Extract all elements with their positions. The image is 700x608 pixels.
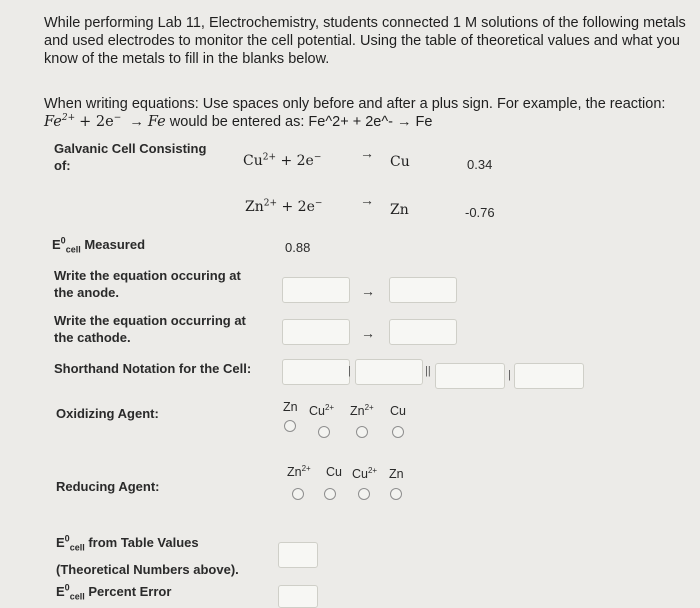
example-entry-text: would be entered as: Fe^2+ + 2e^- → Fe <box>169 114 433 130</box>
galvanic-label-line2: of: <box>54 158 71 173</box>
reducing-label: Reducing Agent: <box>56 479 160 494</box>
ecell-sub: cell <box>65 244 81 255</box>
reducing-radio-4[interactable] <box>390 488 402 500</box>
red-opt1-charge: 2+ <box>301 463 311 473</box>
example-arrow: → <box>129 114 144 130</box>
instructions-example <box>44 113 694 131</box>
example-electron-charge: − <box>113 113 122 124</box>
reducing-option-label <box>389 467 404 481</box>
zn-product: Zn <box>390 202 409 218</box>
ecell-table-label <box>56 534 239 578</box>
half-reaction-zn <box>245 199 322 215</box>
shorthand-label: Shorthand Notation for the Cell: <box>54 361 252 376</box>
oxidizing-option-label <box>283 400 298 414</box>
percent-error-sup: 0 <box>64 582 70 593</box>
cu-potential: 0.34 <box>467 157 493 172</box>
example-fe-product: Fe <box>147 114 166 130</box>
cu-product: Cu <box>390 154 410 170</box>
galvanic-label <box>54 140 206 174</box>
oxidizing-radio-2[interactable] <box>318 426 330 438</box>
anode-arrow: → <box>361 283 375 299</box>
ecell-table-text: from Table Values <box>88 535 199 550</box>
example-fe: Fe <box>44 114 62 130</box>
red-opt2-base: Cu <box>326 465 342 479</box>
ox-opt2-base: Cu <box>309 404 325 418</box>
ecell-table-e: E <box>56 535 65 550</box>
percent-error-label <box>56 583 171 606</box>
ecell-table-line1 <box>56 534 239 557</box>
ecell-table-sup: 0 <box>64 533 70 544</box>
galvanic-label-line1: Galvanic Cell Consisting <box>54 141 207 156</box>
shorthand-cathode-ion-input[interactable] <box>435 363 505 389</box>
ecell-measured-value: 0.88 <box>285 240 311 255</box>
oxidizing-radio-4[interactable] <box>392 426 404 438</box>
reducing-radio-3[interactable] <box>358 488 370 500</box>
ox-opt2-charge: 2+ <box>324 402 335 412</box>
ecell-measured-label <box>52 236 145 259</box>
zn-arrow: → <box>360 192 374 208</box>
shorthand-sep-1: | <box>348 365 351 377</box>
red-opt3-base: Cu <box>352 467 368 481</box>
cu-plus-electrons: + 2e <box>280 153 314 169</box>
ox-opt3-base: Zn <box>350 404 365 418</box>
cu-electron-charge: − <box>313 152 322 163</box>
cathode-label-line1: Write the equation occurring at <box>54 313 246 328</box>
oxidizing-option-label <box>309 404 334 418</box>
ox-opt3-charge: 2+ <box>364 402 374 412</box>
reducing-option-label <box>326 465 342 479</box>
cathode-arrow: → <box>361 325 375 341</box>
shorthand-cathode-input[interactable] <box>514 363 584 389</box>
shorthand-sep-2: || <box>425 365 431 377</box>
instructions-line1: When writing equations: Use spaces only before and after a plus sign. For example, the reaction: <box>44 96 666 112</box>
zn-electron-charge: − <box>314 198 323 209</box>
cu-ion: Cu <box>243 153 263 169</box>
ecell-table-line2: (Theoretical Numbers above). <box>56 561 239 577</box>
zn-ion: Zn <box>245 199 264 215</box>
anode-product-input[interactable] <box>389 277 457 303</box>
red-opt1-base: Zn <box>287 465 302 479</box>
oxidizing-label: Oxidizing Agent: <box>56 406 159 421</box>
cathode-label-line2: the cathode. <box>54 330 131 345</box>
percent-error-e: E <box>56 584 65 599</box>
shorthand-anode-input[interactable] <box>282 359 350 385</box>
oxidizing-option-label <box>390 404 406 418</box>
anode-label <box>54 267 241 301</box>
percent-error-input[interactable] <box>278 585 318 608</box>
ecell-table-input[interactable] <box>278 542 318 568</box>
percent-error-text: Percent Error <box>88 584 172 599</box>
oxidizing-radio-3[interactable] <box>356 426 368 438</box>
cathode-label <box>54 312 246 346</box>
cu-ion-charge: 2+ <box>262 152 277 163</box>
ecell-measured-text: Measured <box>84 237 146 252</box>
half-reaction-cu <box>243 153 321 169</box>
cu-arrow: → <box>360 145 374 161</box>
reducing-option-label <box>352 467 377 481</box>
reducing-option-label <box>287 465 311 479</box>
reducing-radio-1[interactable] <box>292 488 304 500</box>
example-fe-charge: 2+ <box>61 113 76 124</box>
red-opt4-base: Zn <box>389 467 404 481</box>
oxidizing-radio-1[interactable] <box>284 420 296 432</box>
ecell-table-sub: cell <box>69 542 85 553</box>
ox-opt1-base: Zn <box>283 400 298 414</box>
zn-ion-charge: 2+ <box>263 198 278 209</box>
oxidizing-option-label <box>350 404 374 418</box>
reducing-radio-2[interactable] <box>324 488 336 500</box>
anode-label-line1: Write the equation occuring at <box>54 268 241 283</box>
ecell-e: E <box>52 237 61 252</box>
anode-label-line2: the anode. <box>54 285 120 300</box>
anode-reactant-input[interactable] <box>282 277 350 303</box>
zn-potential: -0.76 <box>465 205 495 220</box>
red-opt3-charge: 2+ <box>367 465 378 475</box>
instructions <box>44 95 694 131</box>
intro-paragraph: While performing Lab 11, Electrochemistry, students connected 1 M solutions of the following metals and used electrodes to monitor the cell potential. Using the table of theoretical values and what you know of the metals to fill in the blanks below. <box>44 15 686 67</box>
example-plus-electrons: + 2e <box>79 114 114 130</box>
shorthand-anode-ion-input[interactable] <box>355 359 423 385</box>
zn-plus-electrons: + 2e <box>281 199 315 215</box>
percent-error-sub: cell <box>69 591 85 602</box>
cathode-reactant-input[interactable] <box>282 319 350 345</box>
cathode-product-input[interactable] <box>389 319 457 345</box>
shorthand-sep-3: | <box>508 369 511 381</box>
ox-opt4-base: Cu <box>390 404 406 418</box>
ecell-sup: 0 <box>60 235 66 246</box>
